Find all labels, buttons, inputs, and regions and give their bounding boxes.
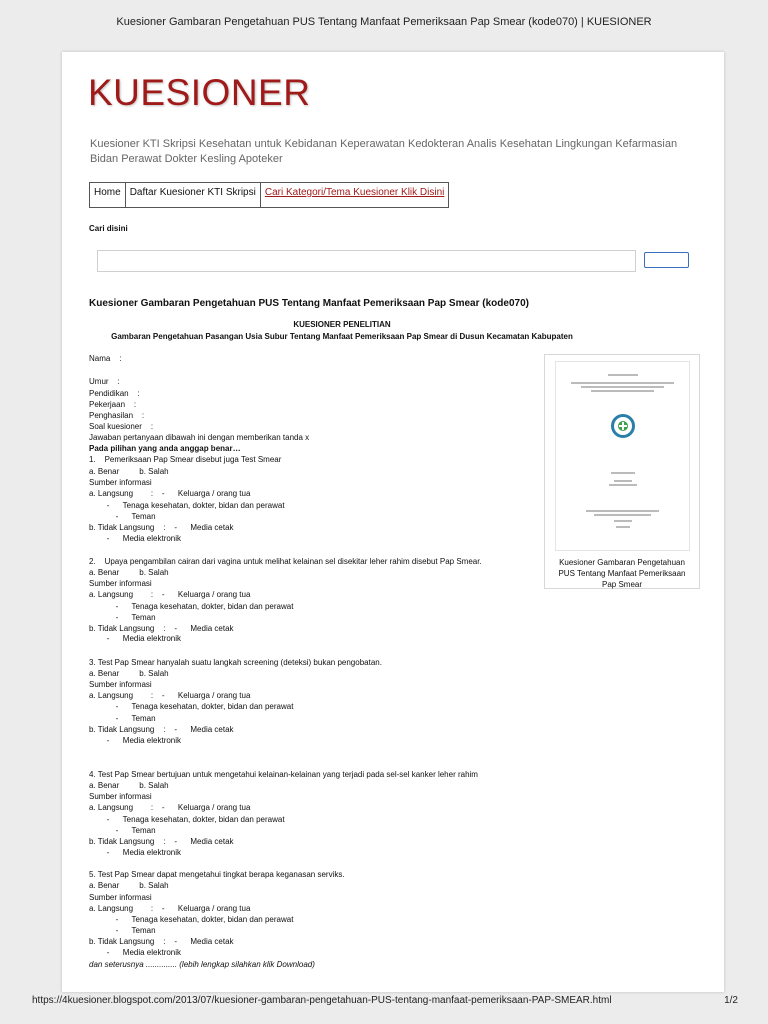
source-label: Sumber informasi bbox=[89, 579, 152, 588]
source-line: a. Langsung : - Keluarga / orang tua bbox=[89, 489, 251, 498]
field-pendidikan: Pendidikan : bbox=[89, 389, 140, 398]
question: 5. Test Pap Smear dapat mengetahui tingkat berapa keganasan serviks. bbox=[89, 870, 345, 879]
source-line: a. Langsung : - Keluarga / orang tua bbox=[89, 691, 251, 700]
nav-daftar-kuesioner[interactable]: Daftar Kuesioner KTI Skripsi bbox=[126, 183, 261, 207]
question: 4. Test Pap Smear bertujuan untuk mengetahui kelainan-kelainan yang terjadi pada sel-sel kanker leher rahim bbox=[89, 770, 478, 779]
instruction: Jawaban pertanyaan dibawah ini dengan memberikan tanda x bbox=[89, 433, 310, 442]
document-preview-image[interactable] bbox=[555, 361, 690, 551]
question: 2. Upaya pengambilan cairan dari vagina untuk melihat kelainan sel disekitar leher rahim disebut Pap Smear. bbox=[89, 557, 482, 566]
source-line: - Teman bbox=[89, 613, 156, 622]
source-line: - Media elektronik bbox=[89, 736, 182, 745]
source-line: - Tenaga kesehatan, dokter, bidan dan perawat bbox=[89, 501, 285, 510]
source-line: - Tenaga kesehatan, dokter, bidan dan perawat bbox=[89, 602, 294, 611]
page-content bbox=[62, 52, 724, 992]
nav-home[interactable]: Home bbox=[90, 183, 126, 207]
source-line: - Media elektronik bbox=[89, 948, 182, 957]
question: 1. Pemeriksaan Pap Smear disebut juga Test Smear bbox=[89, 455, 282, 464]
document-thumbnail[interactable] bbox=[544, 354, 700, 589]
field-nama: Nama : bbox=[89, 354, 122, 363]
source-label: Sumber informasi bbox=[89, 478, 152, 487]
print-header: Kuesioner Gambaran Pengetahuan PUS Tentang Manfaat Pemeriksaan Pap Smear (kode070) | KUESIONER bbox=[116, 16, 652, 28]
thumbnail-caption[interactable]: Kuesioner Gambaran Pengetahuan PUS Tentang Manfaat Pemeriksaan Pap Smear bbox=[558, 558, 686, 589]
continuation-note: dan seterusnya .............. (lebih lengkap silahkan klik Download) bbox=[89, 960, 315, 969]
answer-options: a. Benar b. Salah bbox=[89, 568, 169, 577]
source-label: Sumber informasi bbox=[89, 680, 152, 689]
source-line: - Teman bbox=[89, 926, 156, 935]
source-line: b. Tidak Langsung : - Media cetak bbox=[89, 725, 234, 734]
source-line: b. Tidak Langsung : - Media cetak bbox=[89, 624, 234, 633]
questionnaire-subtitle: Gambaran Pengetahuan Pasangan Usia Subur Tentang Manfaat Pemeriksaan Pap Smear di Dusun Kecamatan Kabupaten bbox=[111, 332, 573, 341]
field-umur: Umur : bbox=[89, 377, 120, 386]
source-line: - Teman bbox=[89, 826, 156, 835]
answer-options: a. Benar b. Salah bbox=[89, 669, 169, 678]
site-title[interactable]: KUESIONER bbox=[88, 72, 311, 113]
site-description: Kuesioner KTI Skripsi Kesehatan untuk Kebidanan Keperawatan Kedokteran Analis Kesehatan Lingkungan Kefarmasian Bidan Perawat Dokter Kesling Apoteker bbox=[90, 138, 678, 165]
answer-options: a. Benar b. Salah bbox=[89, 467, 169, 476]
field-pekerjaan: Pekerjaan : bbox=[89, 400, 137, 409]
source-label: Sumber informasi bbox=[89, 893, 152, 902]
footer-page-number: 1/2 bbox=[724, 995, 738, 1006]
field-soal: Soal kuesioner : bbox=[89, 422, 154, 431]
nav-cari-kategori[interactable]: Cari Kategori/Tema Kuesioner Klik Disini bbox=[264, 187, 445, 198]
source-line: - Tenaga kesehatan, dokter, bidan dan perawat bbox=[89, 815, 285, 824]
source-line: - Tenaga kesehatan, dokter, bidan dan perawat bbox=[89, 702, 294, 711]
source-line: a. Langsung : - Keluarga / orang tua bbox=[89, 904, 251, 913]
source-line: b. Tidak Langsung : - Media cetak bbox=[89, 837, 234, 846]
questionnaire-title: KUESIONER PENELITIAN bbox=[293, 320, 391, 329]
footer-url: https://4kuesioner.blogspot.com/2013/07/kuesioner-gambaran-pengetahuan-PUS-tentang-manfaat-pemeriksaan-PAP-SMEAR.html bbox=[32, 995, 612, 1006]
health-cross-logo-icon bbox=[611, 414, 635, 438]
answer-options: a. Benar b. Salah bbox=[89, 781, 169, 790]
source-line: - Media elektronik bbox=[89, 848, 182, 857]
search-label: Cari disini bbox=[89, 224, 128, 233]
field-penghasilan: Penghasilan : bbox=[89, 411, 145, 420]
source-line: - Tenaga kesehatan, dokter, bidan dan perawat bbox=[89, 915, 294, 924]
source-label: Sumber informasi bbox=[89, 792, 152, 801]
questionnaire-body bbox=[89, 52, 559, 992]
post-title[interactable]: Kuesioner Gambaran Pengetahuan PUS Tentang Manfaat Pemeriksaan Pap Smear (kode070) bbox=[89, 298, 529, 309]
source-line: - Media elektronik bbox=[89, 634, 182, 643]
question: 3. Test Pap Smear hanyalah suatu langkah screening (deteksi) bukan pengobatan. bbox=[89, 658, 382, 667]
source-line: - Teman bbox=[89, 714, 156, 723]
source-line: a. Langsung : - Keluarga / orang tua bbox=[89, 590, 251, 599]
source-line: b. Tidak Langsung : - Media cetak bbox=[89, 523, 234, 532]
instruction-bold: Pada pilihan yang anda anggap benar… bbox=[89, 444, 241, 453]
source-line: a. Langsung : - Keluarga / orang tua bbox=[89, 803, 251, 812]
source-line: b. Tidak Langsung : - Media cetak bbox=[89, 937, 234, 946]
search-button[interactable] bbox=[644, 252, 689, 268]
source-line: - Teman bbox=[89, 512, 156, 521]
answer-options: a. Benar b. Salah bbox=[89, 881, 169, 890]
source-line: - Media elektronik bbox=[89, 534, 182, 543]
